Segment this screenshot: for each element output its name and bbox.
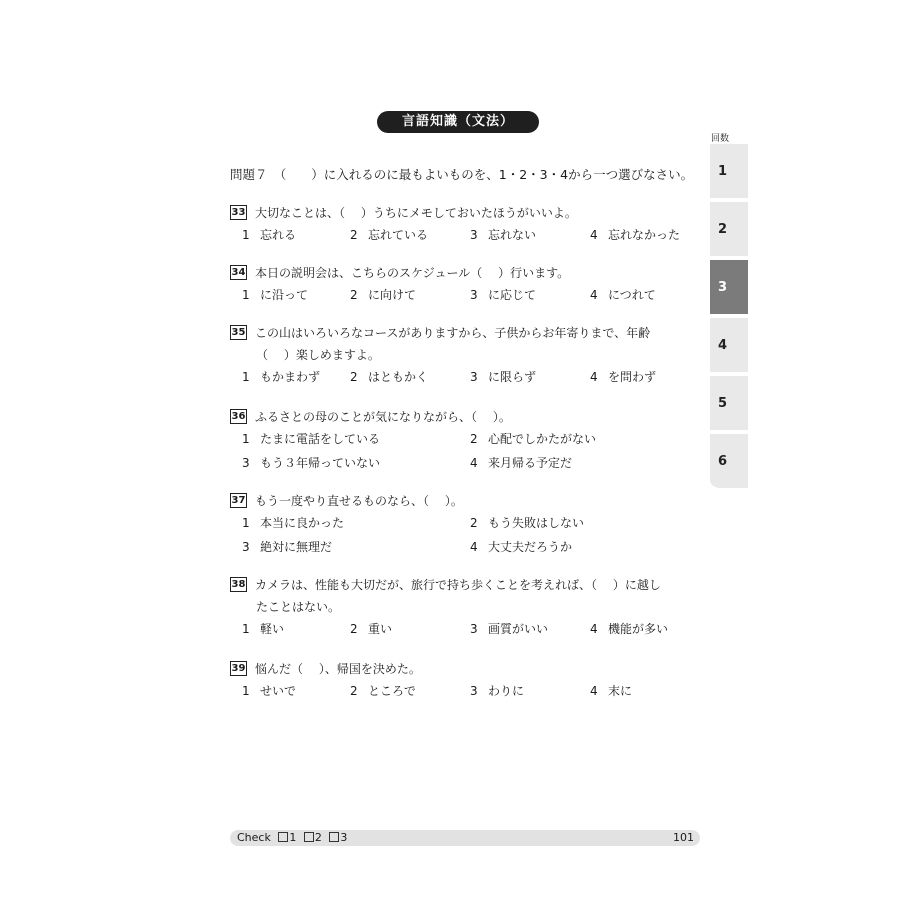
option-number: 3 bbox=[242, 540, 250, 554]
option-1[interactable] bbox=[242, 284, 308, 306]
check-label-2: 2 bbox=[314, 831, 322, 844]
tab-label: 6 bbox=[718, 454, 728, 469]
option-number: 2 bbox=[350, 228, 358, 242]
option-text: 末に bbox=[608, 684, 633, 698]
option-text: 画質がいい bbox=[488, 622, 549, 636]
question-number: 35 bbox=[231, 327, 246, 338]
option-4[interactable] bbox=[590, 680, 632, 702]
option-text: もう３年帰っていない bbox=[260, 456, 381, 470]
option-number: 1 bbox=[242, 288, 250, 302]
option-text: 心配でしかたがない bbox=[488, 432, 597, 446]
option-text: 軽い bbox=[260, 622, 285, 636]
option-text: 機能が多い bbox=[608, 622, 669, 636]
check-label: Check bbox=[237, 831, 271, 844]
option-number: 1 bbox=[242, 370, 250, 384]
option-number: 4 bbox=[470, 540, 478, 554]
question-stem: もう一度やり直せるものなら、（ ）。 bbox=[255, 494, 463, 508]
tab-6[interactable] bbox=[710, 434, 748, 490]
question-36 bbox=[230, 406, 597, 476]
question-33 bbox=[230, 202, 681, 248]
option-4[interactable] bbox=[590, 366, 656, 388]
option-4[interactable] bbox=[590, 618, 668, 640]
tab-1[interactable] bbox=[710, 144, 748, 200]
option-text: に限らず bbox=[488, 370, 537, 384]
option-text: につれて bbox=[608, 288, 656, 302]
option-4[interactable] bbox=[590, 284, 656, 306]
tab-3[interactable] bbox=[710, 260, 748, 316]
option-number: 4 bbox=[590, 622, 598, 636]
option-number: 4 bbox=[590, 684, 598, 698]
option-text: 忘れる bbox=[260, 228, 297, 242]
option-2[interactable] bbox=[350, 680, 416, 702]
tab-label: 4 bbox=[718, 338, 728, 353]
question-number: 39 bbox=[231, 663, 246, 674]
checkbox-2[interactable] bbox=[304, 832, 314, 842]
question-stem: 悩んだ（ ）、帰国を決めた。 bbox=[255, 662, 421, 676]
tab-4[interactable] bbox=[710, 318, 748, 374]
option-3[interactable] bbox=[470, 224, 536, 246]
question-stem: カメラは、性能も大切だが、旅行で持ち歩くことを考えれば、（ ）に越し bbox=[255, 578, 661, 592]
option-2[interactable] bbox=[350, 284, 416, 306]
question-stem: この山はいろいろなコースがありますから、子供からお年寄りまで、年齢 bbox=[255, 326, 651, 340]
option-number: 3 bbox=[470, 370, 478, 384]
option-text: わりに bbox=[488, 684, 525, 698]
question-stem: ふるさとの母のことが気になりながら、（ ）。 bbox=[255, 410, 511, 424]
option-2[interactable] bbox=[350, 224, 428, 246]
option-text: 忘れない bbox=[488, 228, 537, 242]
option-text: に沿って bbox=[260, 288, 309, 302]
option-text: はともかく bbox=[368, 370, 429, 384]
option-4[interactable] bbox=[590, 224, 680, 246]
question-number: 33 bbox=[231, 207, 246, 218]
option-text: に応じて bbox=[488, 288, 537, 302]
option-1[interactable] bbox=[242, 512, 344, 534]
check-label-1: 1 bbox=[289, 831, 297, 844]
option-text: 忘れている bbox=[368, 228, 429, 242]
question-number: 34 bbox=[231, 267, 246, 278]
check-area bbox=[237, 830, 347, 846]
option-number: 1 bbox=[242, 432, 250, 446]
page-number: 101 bbox=[673, 831, 694, 844]
option-4[interactable] bbox=[470, 452, 572, 474]
question-stem: （ ）楽しめますよ。 bbox=[256, 348, 380, 362]
option-text: 重い bbox=[368, 622, 393, 636]
instruction-text: 問題７ （ ）に入れるのに最もよいものを、1・2・3・4から一つ選びなさい。 bbox=[230, 167, 694, 182]
option-2[interactable] bbox=[350, 366, 428, 388]
option-number: 3 bbox=[470, 684, 478, 698]
option-text: たまに電話をしている bbox=[260, 432, 381, 446]
question-35 bbox=[230, 322, 657, 390]
option-number: 1 bbox=[242, 516, 250, 530]
option-number: 3 bbox=[470, 228, 478, 242]
option-2[interactable] bbox=[350, 618, 392, 640]
option-1[interactable] bbox=[242, 366, 320, 388]
option-number: 3 bbox=[470, 288, 478, 302]
option-number: 1 bbox=[242, 684, 250, 698]
option-3[interactable] bbox=[470, 284, 536, 306]
tab-label: 3 bbox=[718, 280, 728, 295]
tab-5[interactable] bbox=[710, 376, 748, 432]
question-stem: 大切なことは、（ ）うちにメモしておいたほうがいいよ。 bbox=[255, 206, 577, 220]
option-1[interactable] bbox=[242, 428, 380, 450]
question-number: 37 bbox=[231, 495, 246, 506]
option-text: 大丈夫だろうか bbox=[488, 540, 573, 554]
checkbox-3[interactable] bbox=[329, 832, 339, 842]
option-text: 来月帰る予定だ bbox=[488, 456, 573, 470]
option-2[interactable] bbox=[470, 428, 596, 450]
option-3[interactable] bbox=[242, 452, 380, 474]
option-text: を問わず bbox=[608, 370, 657, 384]
option-text: 絶対に無理だ bbox=[260, 540, 333, 554]
question-stem: たことはない。 bbox=[256, 600, 341, 614]
tab-2[interactable] bbox=[710, 202, 748, 258]
option-text: に向けて bbox=[368, 288, 417, 302]
tab-label: 2 bbox=[718, 222, 728, 237]
option-3[interactable] bbox=[470, 366, 536, 388]
option-text: せいで bbox=[260, 684, 297, 698]
option-1[interactable] bbox=[242, 224, 296, 246]
option-number: 2 bbox=[350, 684, 358, 698]
option-text: ところで bbox=[368, 684, 416, 698]
option-number: 1 bbox=[242, 622, 250, 636]
tab-label: 1 bbox=[718, 164, 728, 179]
question-stem: 本日の説明会は、こちらのスケジュール（ ）行います。 bbox=[255, 266, 570, 280]
question-34 bbox=[230, 262, 656, 308]
checkbox-1[interactable] bbox=[278, 832, 288, 842]
option-text: もう失敗はしない bbox=[488, 516, 585, 530]
option-number: 2 bbox=[350, 288, 358, 302]
option-4[interactable] bbox=[470, 536, 572, 558]
footer-bar bbox=[230, 830, 700, 846]
option-number: 4 bbox=[470, 456, 478, 470]
option-number: 1 bbox=[242, 228, 250, 242]
option-1[interactable] bbox=[242, 618, 284, 640]
option-number: 2 bbox=[350, 622, 358, 636]
option-number: 4 bbox=[590, 370, 598, 384]
option-number: 2 bbox=[470, 432, 478, 446]
option-number: 4 bbox=[590, 228, 598, 242]
question-39 bbox=[230, 658, 633, 704]
question-number: 38 bbox=[231, 579, 246, 590]
check-label-3: 3 bbox=[340, 831, 348, 844]
question-37 bbox=[230, 490, 585, 560]
option-2[interactable] bbox=[470, 512, 584, 534]
tab-label: 5 bbox=[718, 396, 728, 411]
option-number: 4 bbox=[590, 288, 598, 302]
option-text: もかまわず bbox=[260, 370, 321, 384]
section-title: 言語知識（文法） bbox=[377, 111, 539, 133]
option-number: 2 bbox=[470, 516, 478, 530]
option-3[interactable] bbox=[470, 680, 524, 702]
option-number: 3 bbox=[242, 456, 250, 470]
option-number: 3 bbox=[470, 622, 478, 636]
question-38 bbox=[230, 574, 669, 642]
option-1[interactable] bbox=[242, 680, 296, 702]
option-3[interactable] bbox=[470, 618, 548, 640]
option-3[interactable] bbox=[242, 536, 332, 558]
option-text: 本当に良かった bbox=[260, 516, 345, 530]
option-number: 2 bbox=[350, 370, 358, 384]
tabs-label: 回数 bbox=[711, 134, 730, 144]
option-text: 忘れなかった bbox=[608, 228, 681, 242]
question-number: 36 bbox=[231, 411, 246, 422]
